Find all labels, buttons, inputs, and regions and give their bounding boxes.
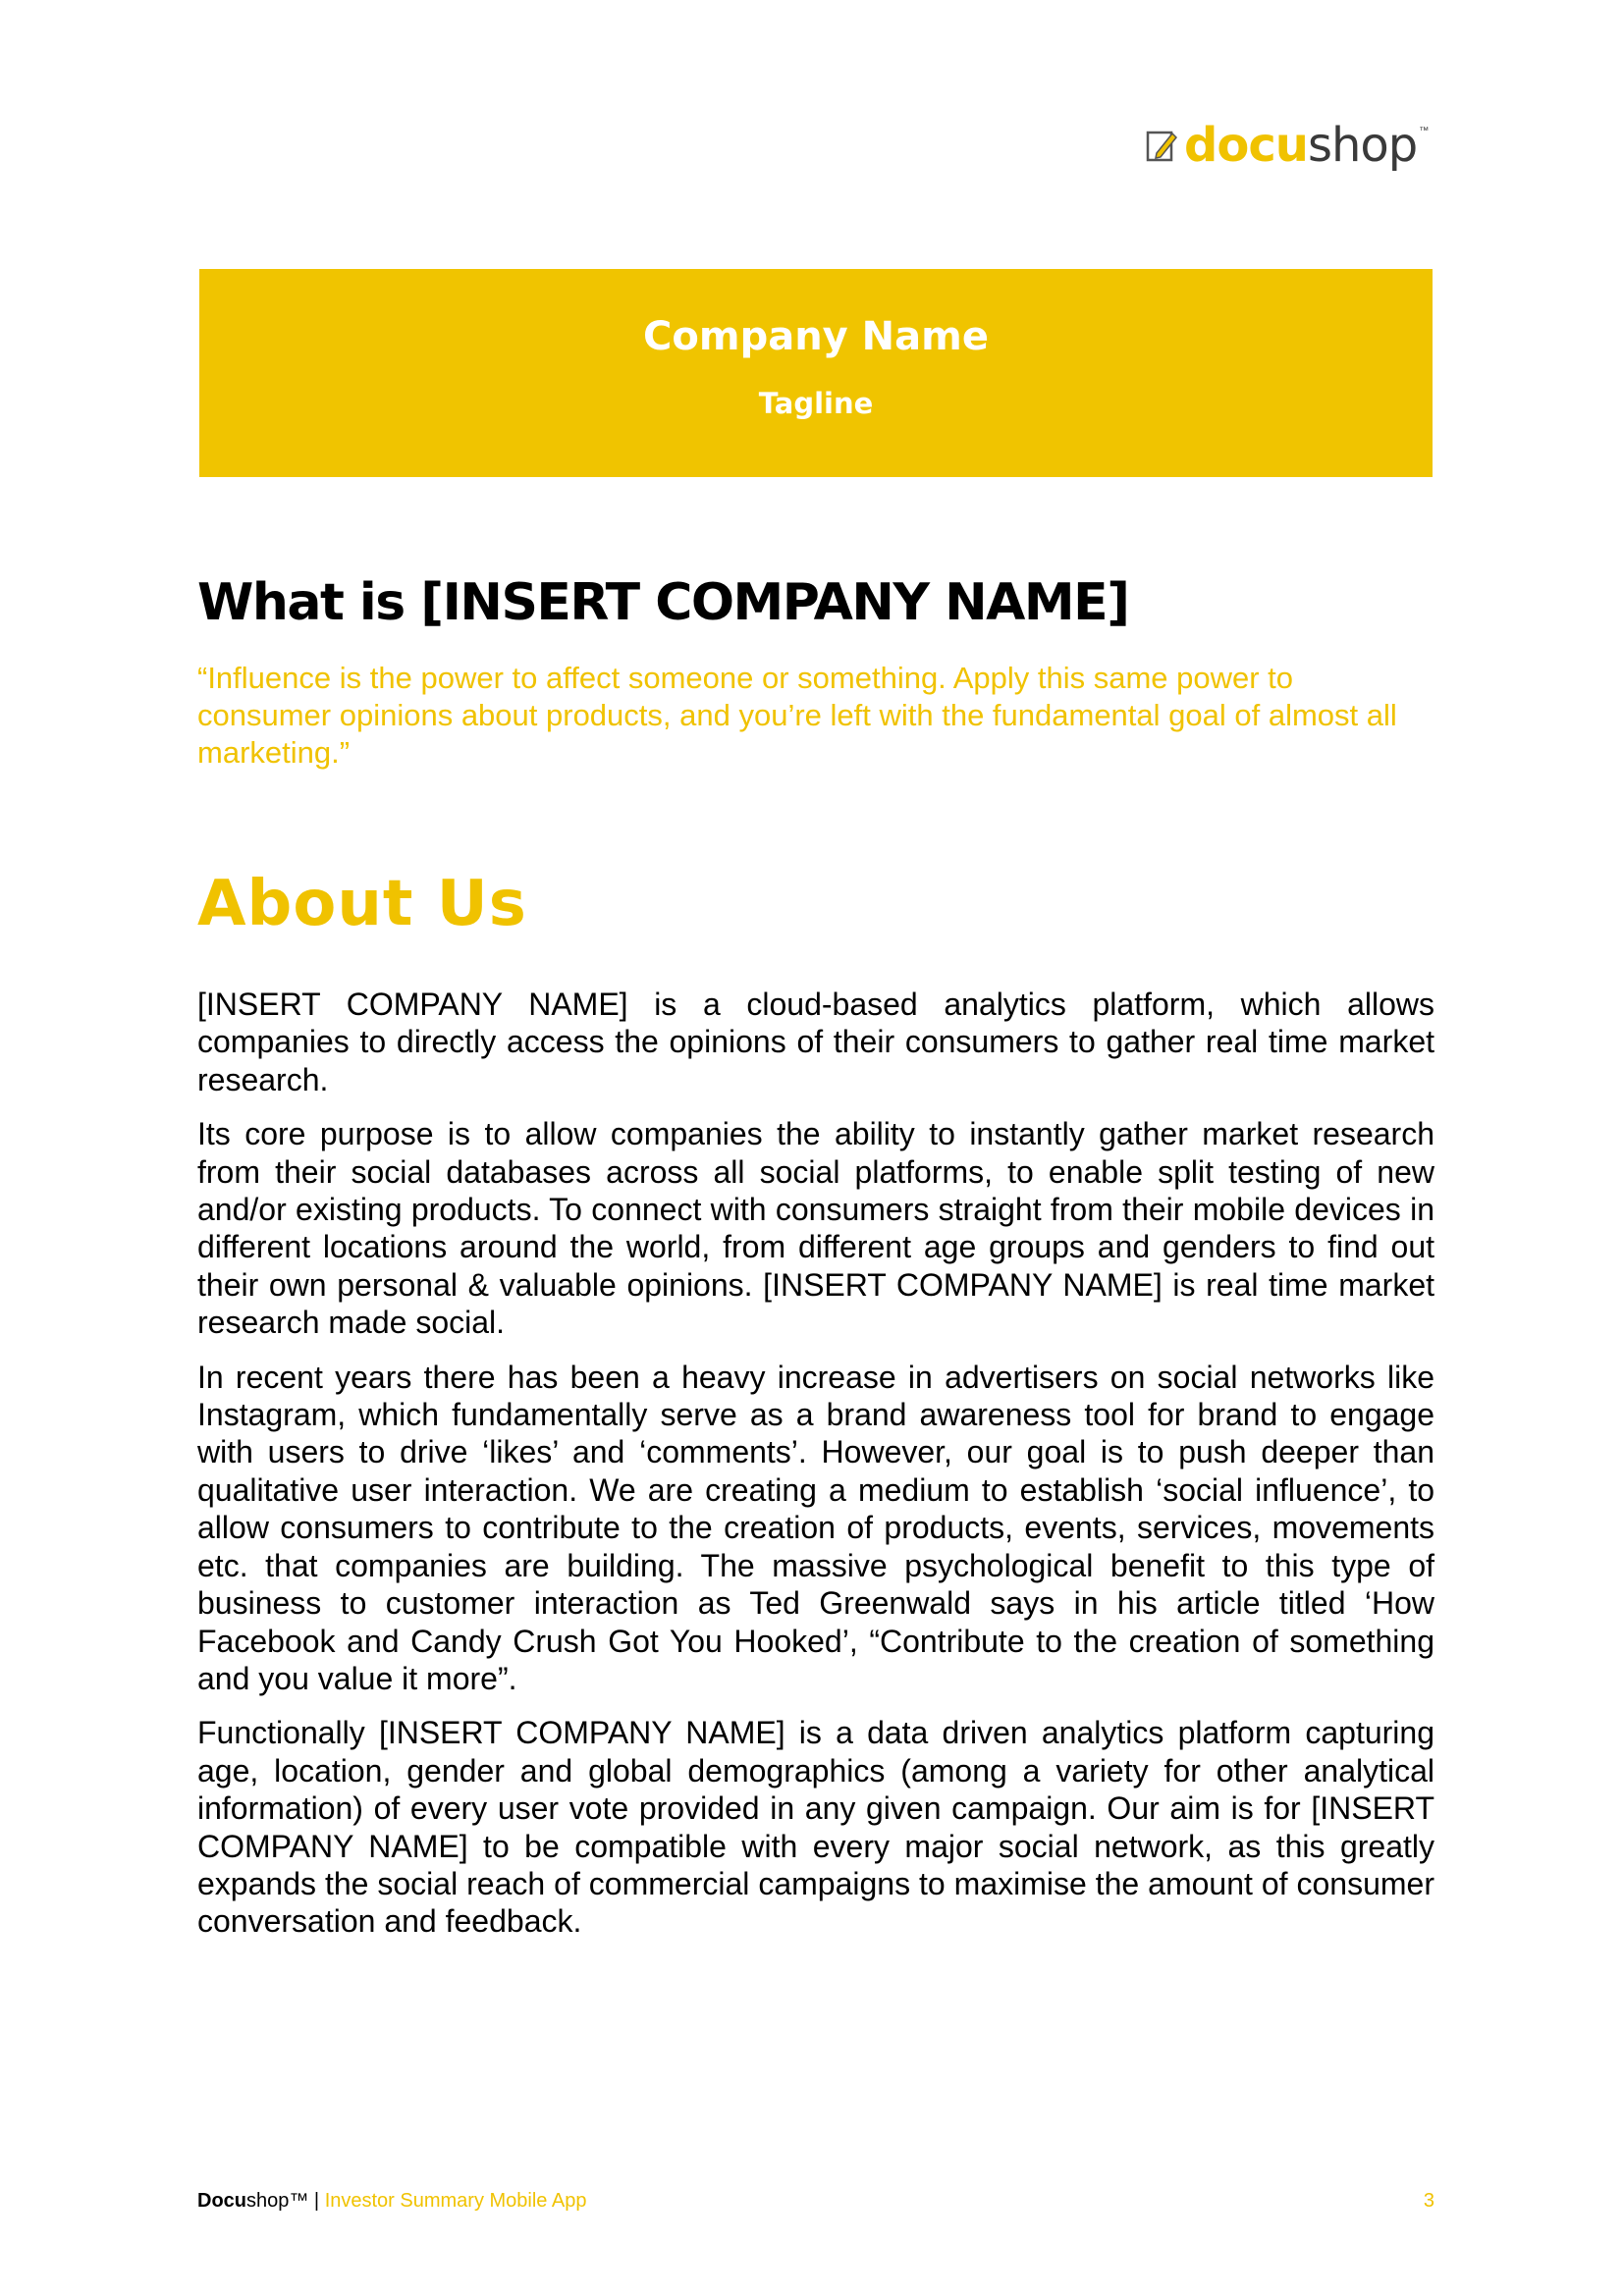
logo-docu: docu (1184, 118, 1308, 173)
footer-left (197, 2190, 586, 2213)
logo-shop: shop (1307, 118, 1418, 173)
paragraph-2: Its core purpose is to allow companies the ability to instantly gather market research from their social databases across all social platforms, to enable split testing of new and/or existing products. To connect with consumers straight from their mobile devices in different locations around the world, from different age groups and genders to find out their own personal & valuable opinions. [INSERT COMPANY NAME] is real time market research made social. (197, 1116, 1434, 1341)
page-number: 3 (1423, 2190, 1434, 2212)
logo-trademark: ™ (1419, 126, 1430, 136)
docushop-logo (1145, 118, 1430, 173)
title-banner (199, 269, 1433, 477)
paragraph-1: [INSERT COMPANY NAME] is a cloud-based analytics platform, which allows companies to directly access the opinions of their consumers to gather real time market research. (197, 987, 1434, 1097)
footer-doc-title: Investor Summary Mobile App (324, 2190, 587, 2212)
paragraph-3: In recent years there has been a heavy increase in advertisers on social networks like Instagram, which fundamentally serve as a brand awareness tool for brand to engage with users to drive ‘likes’ and ‘comments’. However, our goal is to push deeper than qualitative user interaction. We are creating a medium to establish ‘social influence’, to allow consumers to contribute to the creation of products, events, services, movements etc. that companies are building. The massive psychological benefit to this type of business to customer interaction as Ted Greenwald says in his article titled ‘How Facebook and Candy Crush Got You Hooked’, “Contribute to the creation of something and you value it more”. (197, 1359, 1434, 1696)
company-name: Company Name (643, 314, 989, 359)
about-us-heading: About Us (197, 868, 527, 940)
footer-separator: | (308, 2190, 325, 2212)
what-is-heading: What is [INSERT COMPANY NAME] (197, 573, 1129, 632)
page-footer (197, 2190, 1434, 2213)
document-pencil-icon (1145, 128, 1178, 163)
tagline: Tagline (758, 387, 874, 420)
footer-brand: Docu (197, 2190, 246, 2212)
footer-brand-rest: shop™ (246, 2190, 309, 2212)
quote: “Influence is the power to affect someone or something. Apply this same power to consumer opinions about products, and you’re left with the fundamental goal of almost all marketing.” (197, 661, 1397, 770)
logo-wordmark (1184, 118, 1418, 173)
paragraph-4: Functionally [INSERT COMPANY NAME] is a data driven analytics platform capturing age, location, gender and global demographics (among a variety for other analytical information) of every user vote provided in any given campaign. Our aim is for [INSERT COMPANY NAME] to be compatible with every major social network, as this greatly expands the social reach of commercial campaigns to maximise the amount of consumer conversation and feedback. (197, 1715, 1434, 1940)
about-body (197, 986, 1434, 1957)
